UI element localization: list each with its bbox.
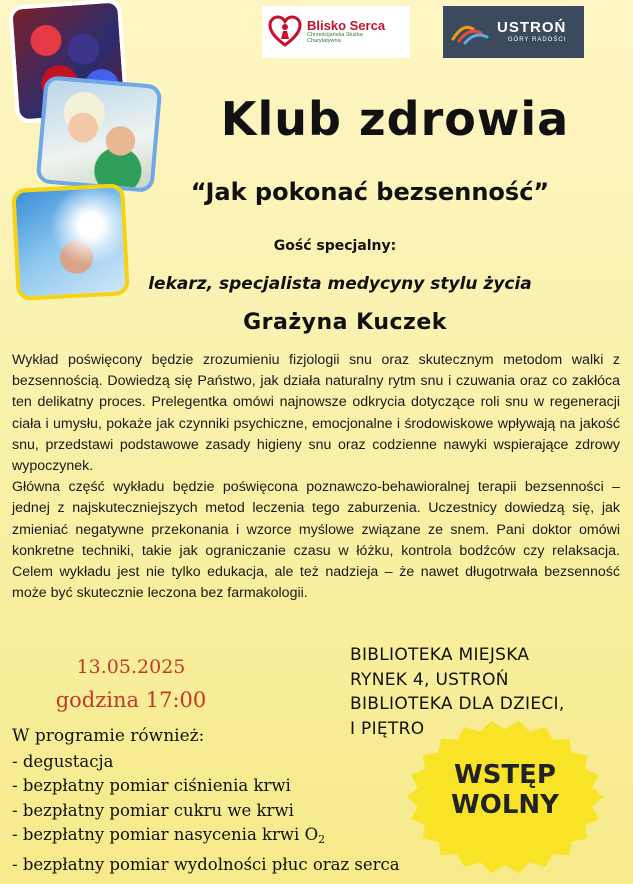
badge-line: WSTĘP <box>454 760 556 790</box>
blisko-serca-subtitle-2: Charytatywna <box>307 37 341 44</box>
ustron-name: USTROŃ <box>497 19 567 37</box>
description-paragraph: Główna część wykładu będzie poświęcona poznawczo-behawioralnej terapii bezsenności – jednej z najskuteczniejszych metod leczenia tego zaburzenia. Uczestnicy dowiedzą się, jak zmieniać negatywne przekonania i wzorce myślowe związane ze snem. Pani doktor omówi konkretne techniki, takie jak ograniczanie czasu w łóżku, kontrola bodźców czy relaksacja. Celem wykładu jest nie tylko edukacja, ale też nadzieja – że nawet długotrwała bezsenność może być skutecznie leczona bez farmakologii. <box>12 479 620 602</box>
badge-line: WOLNY <box>451 790 559 820</box>
ustron-tagline: GÓRY RADOŚCI <box>507 36 567 43</box>
poster-title: Klub zdrowia <box>220 92 570 146</box>
event-time: godzina 17:00 <box>55 688 207 712</box>
heart-person-icon <box>268 15 302 49</box>
program-list <box>12 750 400 877</box>
lecture-description <box>12 350 620 604</box>
blisko-serca-logo <box>262 6 410 58</box>
o2-subscript: 2 <box>318 833 326 847</box>
venue-line: BIBLIOTEKA DLA DZIECI, <box>350 694 565 714</box>
description-paragraph: Wykład poświęcony będzie zrozumieniu fizjologii snu oraz skutecznym metodom walki z bezsennością. Dowiedzą się Państwo, jak działa naturalny rytm snu i czuwania oraz co zakłóca ten delikatny proces. Prelegentka omówi najnowsze odkrycia dotyczące roli snu w regeneracji ciała i umysłu, pokaże jak czynniki psychiczne, emocjonalne i środowiskowe wpływają na jakość snu, przedstawi podstawowe zasady higieny snu oraz codzienne nawyki wspierające zdrowy wypoczynek. <box>12 352 620 475</box>
venue-line: BIBLIOTEKA MIEJSKA <box>350 645 530 665</box>
guest-label: Gość specjalny: <box>273 238 397 254</box>
list-item <box>12 823 400 852</box>
event-date: 13.05.2025 <box>76 656 186 678</box>
venue-line: I PIĘTRO <box>350 718 425 739</box>
list-item: - degustacja <box>12 752 114 771</box>
ustron-logo <box>443 6 584 58</box>
list-item-text: - bezpłatny pomiar nasycenia krwi O <box>12 825 319 845</box>
blisko-serca-subtitle-1: Chrześcijańska Służba <box>307 32 363 39</box>
couple-photo <box>36 75 163 193</box>
lecture-topic: “Jak pokonać bezsenność” <box>190 178 550 206</box>
guest-name: Grażyna Kuczek <box>243 310 447 335</box>
free-entry-badge <box>405 718 605 876</box>
list-item: - bezpłatny pomiar wydolności płuc oraz serca <box>12 854 400 874</box>
ustron-mountains-icon <box>451 19 489 45</box>
blisko-serca-name: Blisko Serca <box>307 18 386 34</box>
program-title: W programie również: <box>12 726 205 746</box>
guest-role: lekarz, specjalista medycyny stylu życia <box>148 274 532 294</box>
list-item: - bezpłatny pomiar cukru we krwi <box>12 800 294 820</box>
list-item: - bezpłatny pomiar ciśnienia krwi <box>12 776 291 796</box>
venue-line: RYNEK 4, USTROŃ <box>350 669 509 690</box>
